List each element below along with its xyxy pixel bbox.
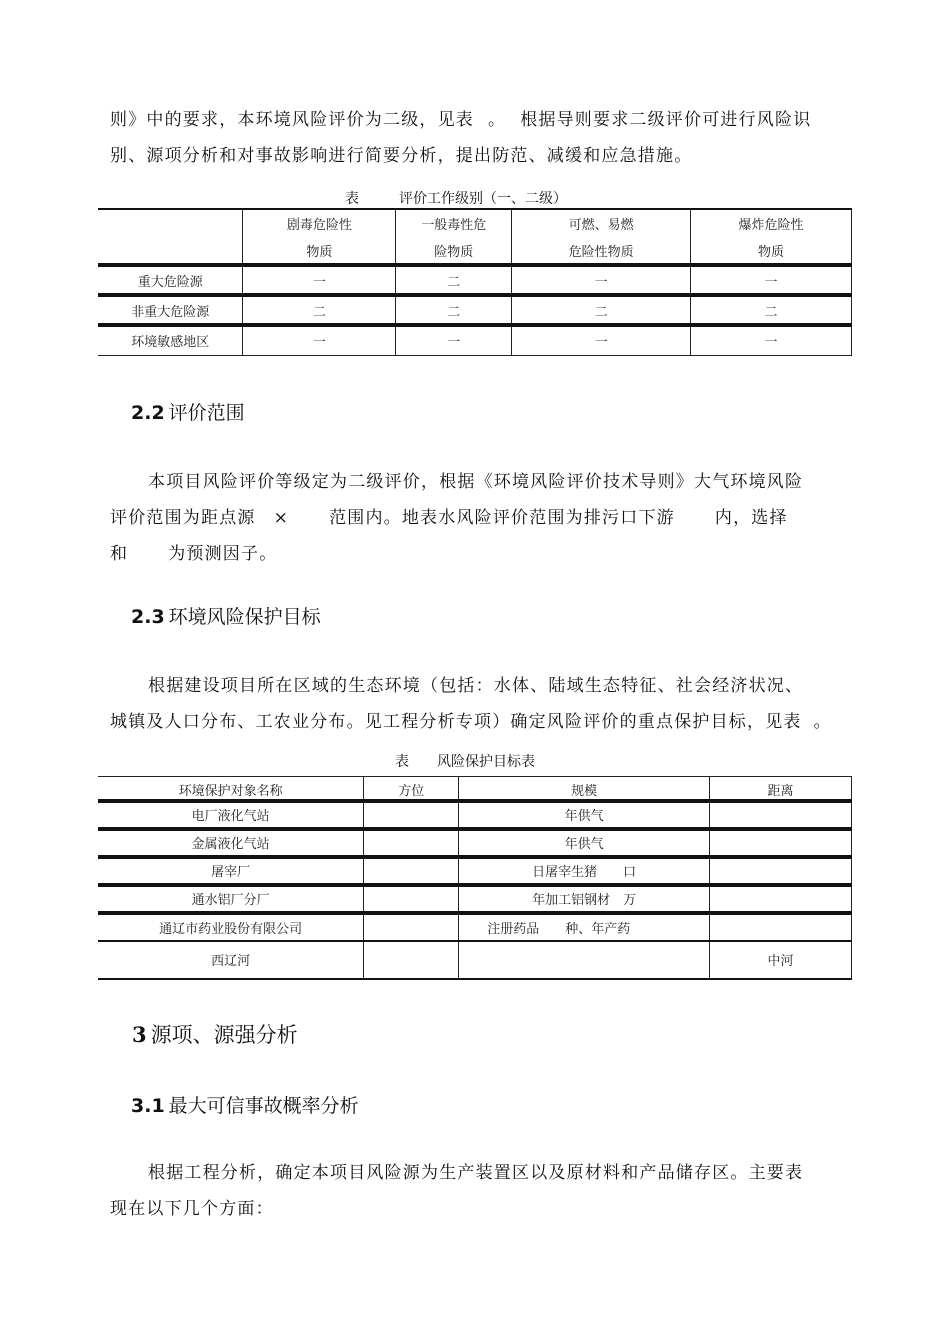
- target-scale: 年加工铝钢材 万: [459, 885, 710, 913]
- p22-line-2: 评价范围为距点源 × 范围内。地表水风险评价范围为排污口下游 内，选择: [110, 508, 788, 528]
- table-row: [98, 913, 852, 941]
- table-header-row: [98, 777, 852, 801]
- table2-caption: 表 风险保护目标表: [395, 754, 535, 770]
- table-row: [98, 295, 852, 325]
- table-row: [98, 829, 852, 857]
- table-row: [98, 325, 852, 355]
- table-cell: 一: [396, 325, 512, 355]
- p31-line-2: 现在以下几个方面：: [110, 1199, 274, 1219]
- section-3-1-paragraph: [110, 1155, 845, 1227]
- table-cell: 一: [512, 325, 691, 355]
- target-direction: [364, 829, 459, 857]
- protection-target-table: [98, 776, 852, 980]
- target-scale: 年供气: [459, 829, 710, 857]
- target-distance: [710, 913, 852, 941]
- header-cell: 一般毒性危 险物质: [396, 209, 512, 265]
- target-direction: [364, 857, 459, 885]
- header-cell: 可燃、易燃 危险性物质: [512, 209, 691, 265]
- p22-line-3: 和 为预测因子。: [110, 544, 278, 564]
- table-cell: 一: [691, 325, 852, 355]
- section-2-2-paragraph: [110, 464, 845, 572]
- row-label: 非重大危险源: [98, 295, 243, 325]
- table-row: [98, 801, 852, 829]
- header-cell: 爆炸危险性 物质: [691, 209, 852, 265]
- target-name: 屠宰厂: [98, 857, 364, 885]
- row-label: 环境敏感地区: [98, 325, 243, 355]
- table-cell: 一: [243, 265, 396, 295]
- target-scale: 日屠宰生猪 口: [459, 857, 710, 885]
- target-distance: [710, 829, 852, 857]
- target-scale: 年供气: [459, 801, 710, 829]
- header-cell: 方位: [364, 777, 459, 801]
- table-row: [98, 941, 852, 979]
- intro-line-1: 则》中的要求，本环境风险评价为二级，见表 。 根据导则要求二级评价可进行风险识: [110, 110, 812, 130]
- p23-line-1: 根据建设项目所在区域的生态环境（包括：水体、陆域生态特征、社会经济状况、: [148, 676, 804, 696]
- p22-line-1: 本项目风险评价等级定为二级评价，根据《环境风险评价技术导则》大气环境风险: [148, 472, 804, 492]
- header-blank: [98, 209, 243, 265]
- table1-caption: 表 评价工作级别（一、二级）: [345, 191, 567, 207]
- table-cell: 二: [512, 295, 691, 325]
- intro-paragraph: [110, 102, 845, 174]
- p23-line-2: 城镇及人口分布、工农业分布。见工程分析专项）确定风险评价的重点保护目标，见表 。: [110, 712, 832, 732]
- target-distance: [710, 801, 852, 829]
- section-heading-3: 3 源项、源强分析: [132, 1022, 298, 1047]
- target-distance: [710, 857, 852, 885]
- table-row: [98, 265, 852, 295]
- section-heading-3-1: 3.1 最大可信事故概率分析: [131, 1095, 359, 1117]
- target-scale: [459, 941, 710, 979]
- target-direction: [364, 885, 459, 913]
- header-cell: 规模: [459, 777, 710, 801]
- target-name: 金属液化气站: [98, 829, 364, 857]
- table-cell: 一: [691, 265, 852, 295]
- target-name: 通水铝厂分厂: [98, 885, 364, 913]
- table-cell: 二: [396, 295, 512, 325]
- intro-line-2: 别、源项分析和对事故影响进行简要分析，提出防范、减缓和应急措施。: [110, 146, 693, 166]
- target-name: 电厂液化气站: [98, 801, 364, 829]
- target-distance: [710, 885, 852, 913]
- header-cell: 环境保护对象名称: [98, 777, 364, 801]
- evaluation-level-table: [98, 208, 852, 356]
- target-distance: 中河: [710, 941, 852, 979]
- table-row: [98, 885, 852, 913]
- header-cell: 距离: [710, 777, 852, 801]
- table-cell: 一: [512, 265, 691, 295]
- table-row: [98, 857, 852, 885]
- target-scale: 注册药品 种、年产药: [459, 913, 710, 941]
- target-direction: [364, 801, 459, 829]
- table-cell: 二: [243, 295, 396, 325]
- section-heading-2-2: 2.2 评价范围: [131, 402, 245, 424]
- target-name: 通辽市药业股份有限公司: [98, 913, 364, 941]
- target-direction: [364, 913, 459, 941]
- row-label: 重大危险源: [98, 265, 243, 295]
- target-direction: [364, 941, 459, 979]
- table-cell: 一: [243, 325, 396, 355]
- header-cell: 剧毒危险性 物质: [243, 209, 396, 265]
- section-heading-2-3: 2.3 环境风险保护目标: [131, 606, 321, 628]
- table-cell: 二: [691, 295, 852, 325]
- table-cell: 二: [396, 265, 512, 295]
- target-name: 西辽河: [98, 941, 364, 979]
- p31-line-1: 根据工程分析，确定本项目风险源为生产装置区以及原材料和产品储存区。主要表: [148, 1163, 804, 1183]
- section-2-3-paragraph: [110, 668, 845, 740]
- table-header-row: [98, 209, 852, 265]
